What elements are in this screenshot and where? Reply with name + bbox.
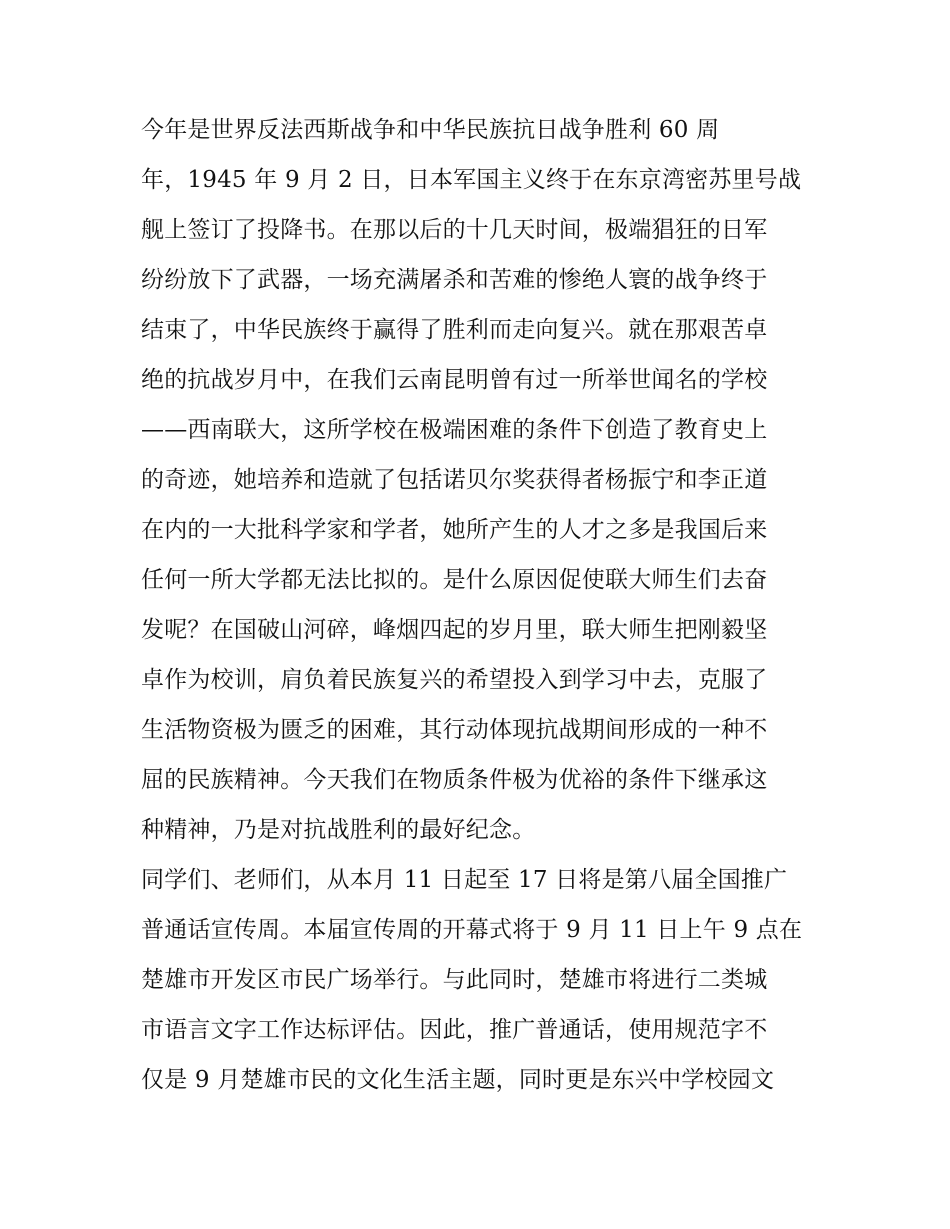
text-line: 绝的抗战岁月中，在我们云南昆明曾有过一所举世闻名的学校 (141, 367, 768, 393)
text-line: 楚雄市开发区市民广场举行。与此同时，楚雄市将进行二类城 (141, 967, 768, 993)
text-line: 年，1945 年 9 月 2 日，日本军国主义终于在东京湾密苏里号战 (141, 167, 802, 193)
text-line: 生活物资极为匮乏的困难，其行动体现抗战期间形成的一种不 (141, 717, 768, 743)
text-line: 普通话宣传周。本届宣传周的开幕式将于 9 月 11 日上午 9 点在 (141, 917, 803, 943)
text-line: 今年是世界反法西斯战争和中华民族抗日战争胜利 60 周 (141, 117, 720, 143)
text-line: 的奇迹，她培养和造就了包括诺贝尔奖获得者杨振宁和李正道 (141, 467, 768, 493)
text-line: 在内的一大批科学家和学者，她所产生的人才之多是我国后来 (141, 517, 768, 543)
text-line: 市语言文字工作达标评估。因此，推广普通话，使用规范字不 (141, 1017, 768, 1043)
text-line: 结束了，中华民族终于赢得了胜利而走向复兴。就在那艰苦卓 (141, 317, 768, 343)
text-line: 仅是 9 月楚雄市民的文化生活主题，同时更是东兴中学校园文 (141, 1067, 775, 1093)
text-line: 舰上签订了投降书。在那以后的十几天时间，极端猖狂的日军 (141, 217, 768, 243)
text-line: ——西南联大，这所学校在极端困难的条件下创造了教育史上 (141, 417, 768, 443)
text-line: 任何一所大学都无法比拟的。是什么原因促使联大师生们去奋 (141, 567, 768, 593)
text-line: 发呢？在国破山河碎，峰烟四起的岁月里，联大师生把刚毅坚 (141, 617, 768, 643)
text-line: 纷纷放下了武器，一场充满屠杀和苦难的惨绝人寰的战争终于 (141, 267, 768, 293)
text-line: 卓作为校训，肩负着民族复兴的希望投入到学习中去，克服了 (141, 667, 768, 693)
text-line: 屈的民族精神。今天我们在物质条件极为优裕的条件下继承这 (141, 767, 768, 793)
text-line: 同学们、老师们，从本月 11 日起至 17 日将是第八届全国推广 (141, 867, 788, 893)
text-line: 种精神，乃是对抗战胜利的最好纪念。 (141, 817, 536, 843)
